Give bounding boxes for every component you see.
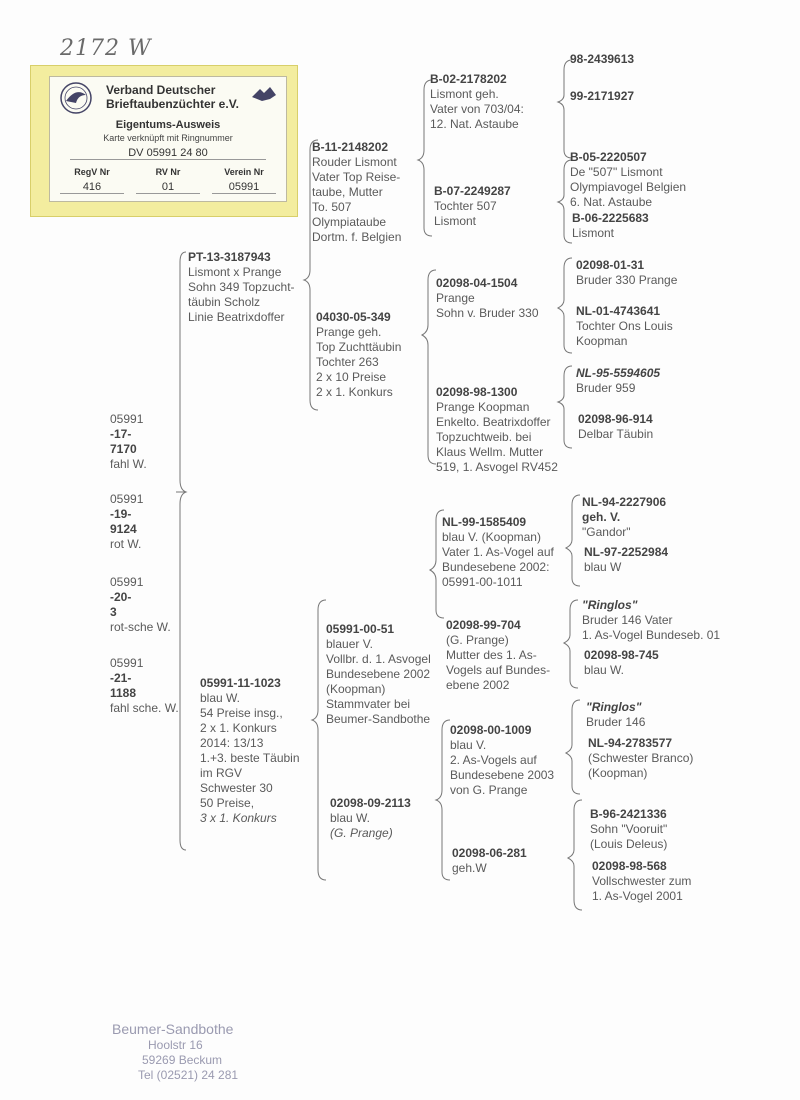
great-grandparent-line: blau V. <box>450 738 487 752</box>
sibling-ring-line3: 7170 <box>110 442 137 456</box>
dam-line: blau W. <box>200 691 241 705</box>
great-grandparent-ring: 02098-98-1300 <box>436 385 518 399</box>
great-grandparent-ring: B-07-2249287 <box>434 184 511 198</box>
ancestor-line: Delbar Täubin <box>578 427 654 441</box>
great-grandparent-line: Prange Koopman <box>436 400 530 414</box>
grandparent-line: Prange geh. <box>316 325 382 339</box>
grandparent-line: Dortm. f. Belgien <box>312 230 402 244</box>
grandparent-line: blau W. <box>330 811 371 825</box>
card-subtitle: Karte verknüpft mit Ringnummer <box>103 133 233 143</box>
grandparent-ring: B-11-2148202 <box>312 140 389 154</box>
ancestor-ring: B-96-2421336 <box>590 807 667 821</box>
sibling-entry <box>110 575 171 635</box>
ancestor-entry <box>576 304 673 349</box>
grandparent-line: Vollbr. d. 1. Asvogel <box>326 652 431 666</box>
ancestor-ring: 99-2171927 <box>570 89 635 103</box>
sire-line: täubin Scholz <box>188 295 261 309</box>
grandparent-line: Top Zuchttäubin <box>316 340 402 354</box>
ancestor-ring: NL-01-4743641 <box>576 304 661 318</box>
sibling-ring-line2: -17- <box>110 427 132 441</box>
ancestor-ring: 98-2439613 <box>570 52 635 66</box>
grandparent-line: (Koopman) <box>326 682 386 696</box>
ancestor-ring: 02098-01-31 <box>576 258 645 272</box>
grandparent-line: Tochter 263 <box>316 355 379 369</box>
ancestor-line: De "507" Lismont <box>570 165 663 179</box>
ancestor-entry <box>586 700 645 730</box>
ancestor-ring: 02098-98-568 <box>592 859 667 873</box>
great-grandparent-entry <box>436 385 558 475</box>
ancestor-line: "Gandor" <box>582 525 631 539</box>
dam-line: 1.+3. beste Täubin <box>200 751 300 765</box>
ancestor-line: Bruder 959 <box>576 381 636 395</box>
sire-entry <box>188 250 295 325</box>
card-col-value: 01 <box>136 181 200 194</box>
ancestor-ring: NL-94-2227906 <box>582 495 667 509</box>
great-grandparent-line: Lismont <box>434 214 477 228</box>
great-grandparent-line: 05991-00-1011 <box>442 575 523 589</box>
ancestor-entry <box>570 89 634 104</box>
handwritten-note: 2172 W <box>60 36 152 61</box>
ancestor-line: (Louis Deleus) <box>590 837 668 851</box>
great-grandparent-ring: NL-99-1585409 <box>442 515 527 529</box>
sibling-entry <box>110 656 179 716</box>
ancestor-entry <box>584 545 668 575</box>
ancestor-line: blau W <box>584 560 622 574</box>
grandparent-line: 2 x 10 Preise <box>316 370 387 384</box>
great-grandparent-line: 2. As-Vogels auf <box>450 753 537 767</box>
ancestor-ring: NL-97-2252984 <box>584 545 669 559</box>
great-grandparent-line: Vater 1. As-Vogel auf <box>442 545 554 559</box>
ancestor-line: 6. Nat. Astaube <box>570 195 653 209</box>
ancestor-entry <box>582 495 666 540</box>
grandparent-line: Olympiataube <box>312 215 387 229</box>
ancestor-entry <box>584 648 659 678</box>
great-grandparent-entry <box>452 846 527 876</box>
sibling-ring-line2: -21- <box>110 671 132 685</box>
grandparent-entry <box>330 796 411 841</box>
grandparent-line: taube, Mutter <box>312 185 383 199</box>
ancestor-entry <box>570 150 686 210</box>
great-grandparent-line: Klaus Wellm. Mutter <box>436 445 544 459</box>
card-col-value: 05991 <box>212 181 276 194</box>
ancestor-entry <box>582 598 720 643</box>
sibling-entry <box>110 412 147 472</box>
great-grandparent-line: 519, 1. Asvogel RV452 <box>436 460 558 474</box>
sibling-ring-line1: 05991 <box>110 656 144 670</box>
ancestor-line: 1. As-Vogel Bundeseb. 01 <box>582 628 721 642</box>
association-name-line2: Brieftaubenzüchter e.V. <box>106 97 239 111</box>
ancestor-entry <box>592 859 691 904</box>
ancestor-line: Bruder 146 <box>586 715 646 729</box>
great-grandparent-line: Tochter 507 <box>434 199 497 213</box>
stamp-line: Tel (02521) 24 281 <box>138 1068 239 1082</box>
dam-line: im RGV <box>200 766 242 780</box>
ancestor-ring: B-06-2225683 <box>572 211 649 225</box>
card-col-header: RV Nr <box>155 167 181 177</box>
grandparent-entry <box>326 622 431 727</box>
great-grandparent-line: 12. Nat. Astaube <box>430 117 519 131</box>
dam-line: 3 x 1. Konkurs <box>200 811 277 825</box>
grandparent-ring: 05991-00-51 <box>326 622 395 636</box>
great-grandparent-entry <box>446 618 550 693</box>
ancestor-line: (Schwester Branco) <box>588 751 694 765</box>
great-grandparent-ring: 02098-99-704 <box>446 618 521 632</box>
ancestor-line: Sohn "Vooruit" <box>590 822 668 836</box>
grandparent-line: Beumer-Sandbothe <box>326 712 431 726</box>
grandparent-entry <box>312 140 401 245</box>
sibling-ring-line1: 05991 <box>110 412 144 426</box>
great-grandparent-line: blau V. (Koopman) <box>442 530 541 544</box>
great-grandparent-line: ebene 2002 <box>446 678 510 692</box>
sibling-ring-line3: 9124 <box>110 522 137 536</box>
dam-line: 2 x 1. Konkurs <box>200 721 277 735</box>
card-col-header: Verein Nr <box>224 167 264 177</box>
great-grandparent-line: Enkelto. Beatrixdoffer <box>436 415 551 429</box>
ancestor-line: blau W. <box>584 663 625 677</box>
ancestor-entry <box>576 258 677 288</box>
grandparent-line: Rouder Lismont <box>312 155 397 169</box>
ancestor-entry <box>588 736 693 781</box>
great-grandparent-line: Lismont geh. <box>430 87 499 101</box>
great-grandparent-entry <box>442 515 554 590</box>
ancestor-line: Olympiavogel Belgien <box>570 180 687 194</box>
association-name-line1: Verband Deutscher <box>106 83 216 97</box>
great-grandparent-entry <box>434 184 511 229</box>
dam-line: Schwester 30 <box>200 781 273 795</box>
sibling-color: rot-sche W. <box>110 620 171 634</box>
great-grandparent-line: Mutter des 1. As- <box>446 648 537 662</box>
grandparent-line: Vater Top Reise- <box>312 170 401 184</box>
grandparent-line: Bundesebene 2002 <box>326 667 431 681</box>
sibling-color: fahl W. <box>110 457 147 471</box>
stamp-line: Beumer-Sandbothe <box>112 1021 234 1037</box>
ancestor-ring: B-05-2220507 <box>570 150 647 164</box>
great-grandparent-ring: B-02-2178202 <box>430 72 507 86</box>
grandparent-ring: 02098-09-2113 <box>330 796 411 810</box>
ancestor-entry <box>572 211 649 241</box>
ancestor-ring: "Ringlos" <box>582 598 638 612</box>
grandparent-entry <box>316 310 401 400</box>
great-grandparent-line: Vater von 703/04: <box>430 102 524 116</box>
breeder-stamp <box>112 1022 238 1083</box>
sibling-ring-line2: -20- <box>110 590 132 604</box>
sibling-ring-line3: 1188 <box>110 686 137 700</box>
great-grandparent-line: (G. Prange) <box>446 633 509 647</box>
card-col-value: 416 <box>60 181 124 194</box>
great-grandparent-entry <box>430 72 524 132</box>
ancestor-line: Lismont <box>572 226 615 240</box>
card-ring-number: DV 05991 24 80 <box>70 147 266 160</box>
sire-line: Linie Beatrixdoffer <box>188 310 285 324</box>
dam-line: 50 Preise, <box>200 796 255 810</box>
dam-ring: 05991-11-1023 <box>200 676 281 690</box>
grandparent-line: Stammvater bei <box>326 697 411 711</box>
ancestor-line: (Koopman) <box>588 766 648 780</box>
dam-entry <box>200 676 300 826</box>
sire-line: Sohn 349 Topzucht- <box>188 280 295 294</box>
dam-line: 54 Preise insg., <box>200 706 283 720</box>
stamp-line: 59269 Beckum <box>142 1053 223 1067</box>
great-grandparent-line: Sohn v. Bruder 330 <box>436 306 539 320</box>
ancestor-line: Koopman <box>576 334 628 348</box>
card-title: Eigentums-Ausweis <box>115 119 221 131</box>
dam-line: 2014: 13/13 <box>200 736 264 750</box>
great-grandparent-line: Topzuchtweib. bei <box>436 430 532 444</box>
sibling-entry <box>110 492 143 552</box>
sibling-ring-line1: 05991 <box>110 492 144 506</box>
grandparent-ring: 04030-05-349 <box>316 310 391 324</box>
ancestor-ring: 02098-98-745 <box>584 648 659 662</box>
ancestor-line: geh. V. <box>582 510 621 524</box>
great-grandparent-ring: 02098-04-1504 <box>436 276 518 290</box>
great-grandparent-line: von G. Prange <box>450 783 528 797</box>
grandparent-line: blauer V. <box>326 637 373 651</box>
great-grandparent-line: geh.W <box>452 861 487 875</box>
sibling-ring-line1: 05991 <box>110 575 144 589</box>
sibling-color: fahl sche. W. <box>110 701 179 715</box>
grandparent-line: 2 x 1. Konkurs <box>316 385 393 399</box>
ancestor-line: Bruder 146 Vater <box>582 613 673 627</box>
sibling-ring-line3: 3 <box>110 605 117 619</box>
great-grandparent-ring: 02098-06-281 <box>452 846 527 860</box>
sibling-ring-line2: -19- <box>110 507 132 521</box>
sire-line: Lismont x Prange <box>188 265 282 279</box>
grandparent-line: (G. Prange) <box>330 826 393 840</box>
great-grandparent-ring: 02098-00-1009 <box>450 723 532 737</box>
ancestor-ring: NL-94-2783577 <box>588 736 673 750</box>
great-grandparent-entry <box>436 276 539 321</box>
ancestor-entry <box>590 807 667 852</box>
ancestor-line: Vollschwester zum <box>592 874 692 888</box>
ancestor-entry <box>578 412 653 442</box>
great-grandparent-line: Bundesebene 2002: <box>442 560 550 574</box>
great-grandparent-entry <box>450 723 554 798</box>
great-grandparent-line: Prange <box>436 291 475 305</box>
ancestor-ring: "Ringlos" <box>586 700 642 714</box>
ancestor-line: Bruder 330 Prange <box>576 273 678 287</box>
ancestor-ring: 02098-96-914 <box>578 412 653 426</box>
stamp-line: Hoolstr 16 <box>148 1038 203 1052</box>
ancestor-ring: NL-95-5594605 <box>576 366 661 380</box>
ancestor-entry <box>576 366 660 396</box>
great-grandparent-line: Vogels auf Bundes- <box>446 663 551 677</box>
ancestor-entry <box>570 52 634 67</box>
sire-ring: PT-13-3187943 <box>188 250 271 264</box>
ancestor-line: 1. As-Vogel 2001 <box>592 889 683 903</box>
great-grandparent-line: Bundesebene 2003 <box>450 768 555 782</box>
grandparent-line: To. 507 <box>312 200 352 214</box>
ancestor-line: Tochter Ons Louis <box>576 319 673 333</box>
sibling-color: rot W. <box>110 537 142 551</box>
card-col-header: RegV Nr <box>74 167 110 177</box>
